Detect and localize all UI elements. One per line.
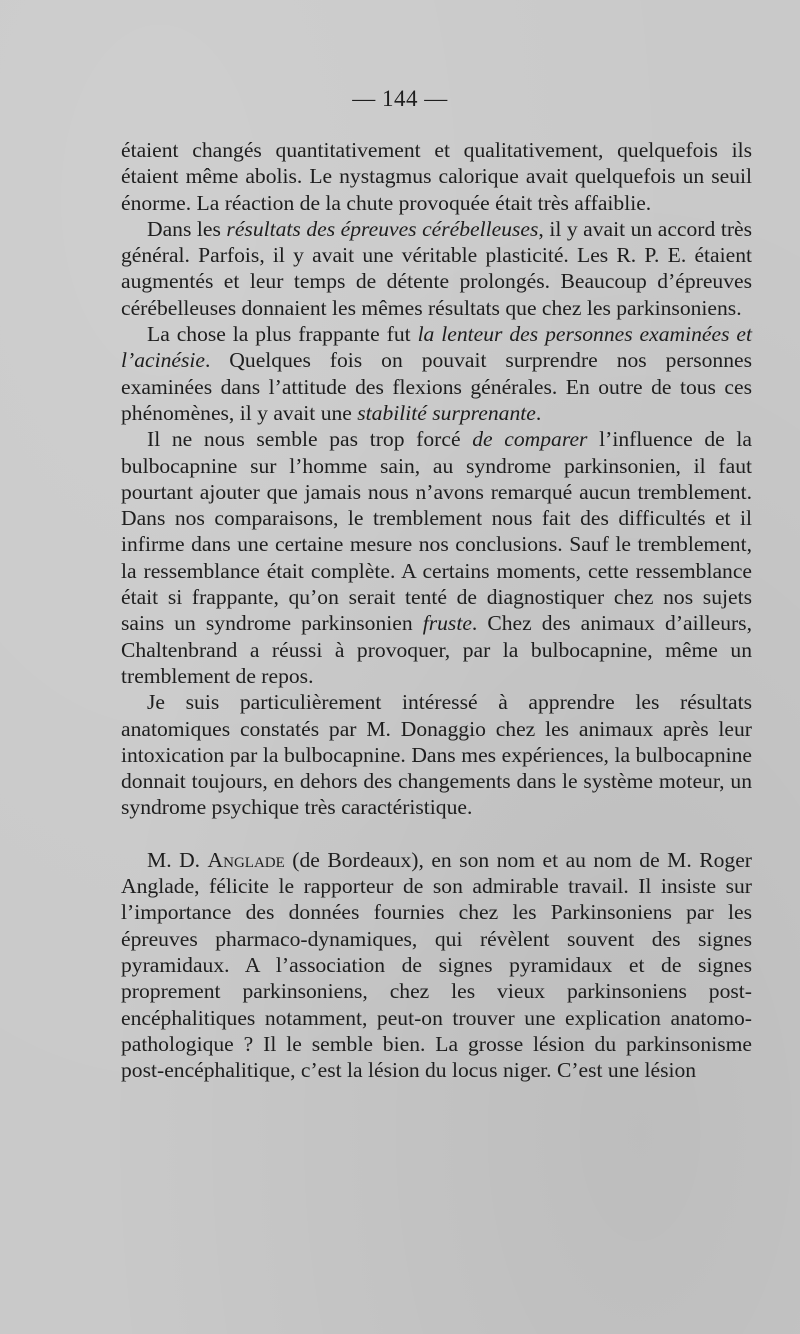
speaker-paragraph <box>121 847 752 1084</box>
text-run: , il y avait un accord très général. Parfois, il y avait une véritable plasticité. Les R. P. E. étaient augmentés et leur temps de détente prolongés. Beaucoup d’épreuves cérébelleuses donnaient les mêmes résultats que chez les parkinsoniens. <box>121 216 752 320</box>
page-number: — 144 — <box>352 86 448 111</box>
text-run: . Quelques fois on pouvait surprendre nos personnes examinées dans l’attitude des flexions générales. En outre de tous ces phénomènes, il y avait une <box>121 348 752 425</box>
text-run: La chose la plus frappante fut <box>147 322 418 347</box>
text-run: . Chez des animaux d’ailleurs, Chaltenbrand a réussi à provoquer, par la bulbocapnine, même un tremblement de repos. <box>121 611 752 688</box>
paragraph <box>121 689 752 820</box>
paragraph <box>121 321 752 426</box>
text-run: (de Bordeaux), en son nom et au nom de M. Roger Anglade, félicite le rapporteur de son admirable travail. Il insiste sur l’importance des données fournies chez les Parkinsoniens par les épreuves pharmaco-dynamiques, qui révèlent souvent des signes pyramidaux. A l’association de signes pyramidaux et de signes proprement parkinsoniens, chez les vieux parkinsoniens post-encéphalitiques notamment, peut-on trouver une explication anatomo-pathologique ? Il le semble bien. La grosse lésion du parkinsonisme post-encéphalitique, c’est la lésion du locus niger. C’est une lésion <box>121 847 752 1083</box>
speaker-name: Anglade <box>207 847 285 872</box>
text-run: étaient changés quantitativement et qualitativement, quelquefois ils étaient même abolis. Le nystagmus calorique avait quelquefois un seuil énorme. La réaction de la chute provoquée était très affaiblie. <box>121 138 752 215</box>
paragraph <box>121 426 752 689</box>
paragraph <box>121 137 752 216</box>
italic-run: de comparer <box>472 427 588 452</box>
text-run: Je suis particulièrement intéressé à apprendre les résultats anatomiques constatés par M. Donaggio chez les animaux après leur intoxication par la bulbocapnine. Dans mes expériences, la bulbocapnine donnait toujours, en dehors des changements dans le système moteur, un syndrome psychique très caractéristique. <box>121 690 752 820</box>
italic-run: stabilité surprenante <box>357 400 536 425</box>
text-run: . <box>535 400 542 425</box>
text-run: M. D. <box>147 847 208 872</box>
italic-run: fruste <box>422 611 472 636</box>
text-run: l’influence de la bulbocapnine sur l’homme sain, au syndrome parkinsonien, il faut pourtant ajouter que jamais nous n’avons remarqué aucun tremblement. Dans nos comparaisons, le tremblement nous fait des difficultés et il infirme dans une certaine mesure nos conclusions. Sauf le tremblement, la ressemblance était complète. A certains moments, cette ressemblance était si frappante, qu’on serait tenté de diagnostiquer chez nos sujets sains un syndrome parkinsonien <box>121 427 752 636</box>
italic-run: la lenteur des personnes examinées et l’acinésie <box>121 322 752 373</box>
text-run: Il ne nous semble pas trop forcé <box>147 427 473 452</box>
body-text <box>121 137 752 1083</box>
italic-run: résultats des épreuves cérébelleuses <box>226 216 539 241</box>
paragraph <box>121 216 752 321</box>
text-run: Dans les <box>147 216 227 241</box>
